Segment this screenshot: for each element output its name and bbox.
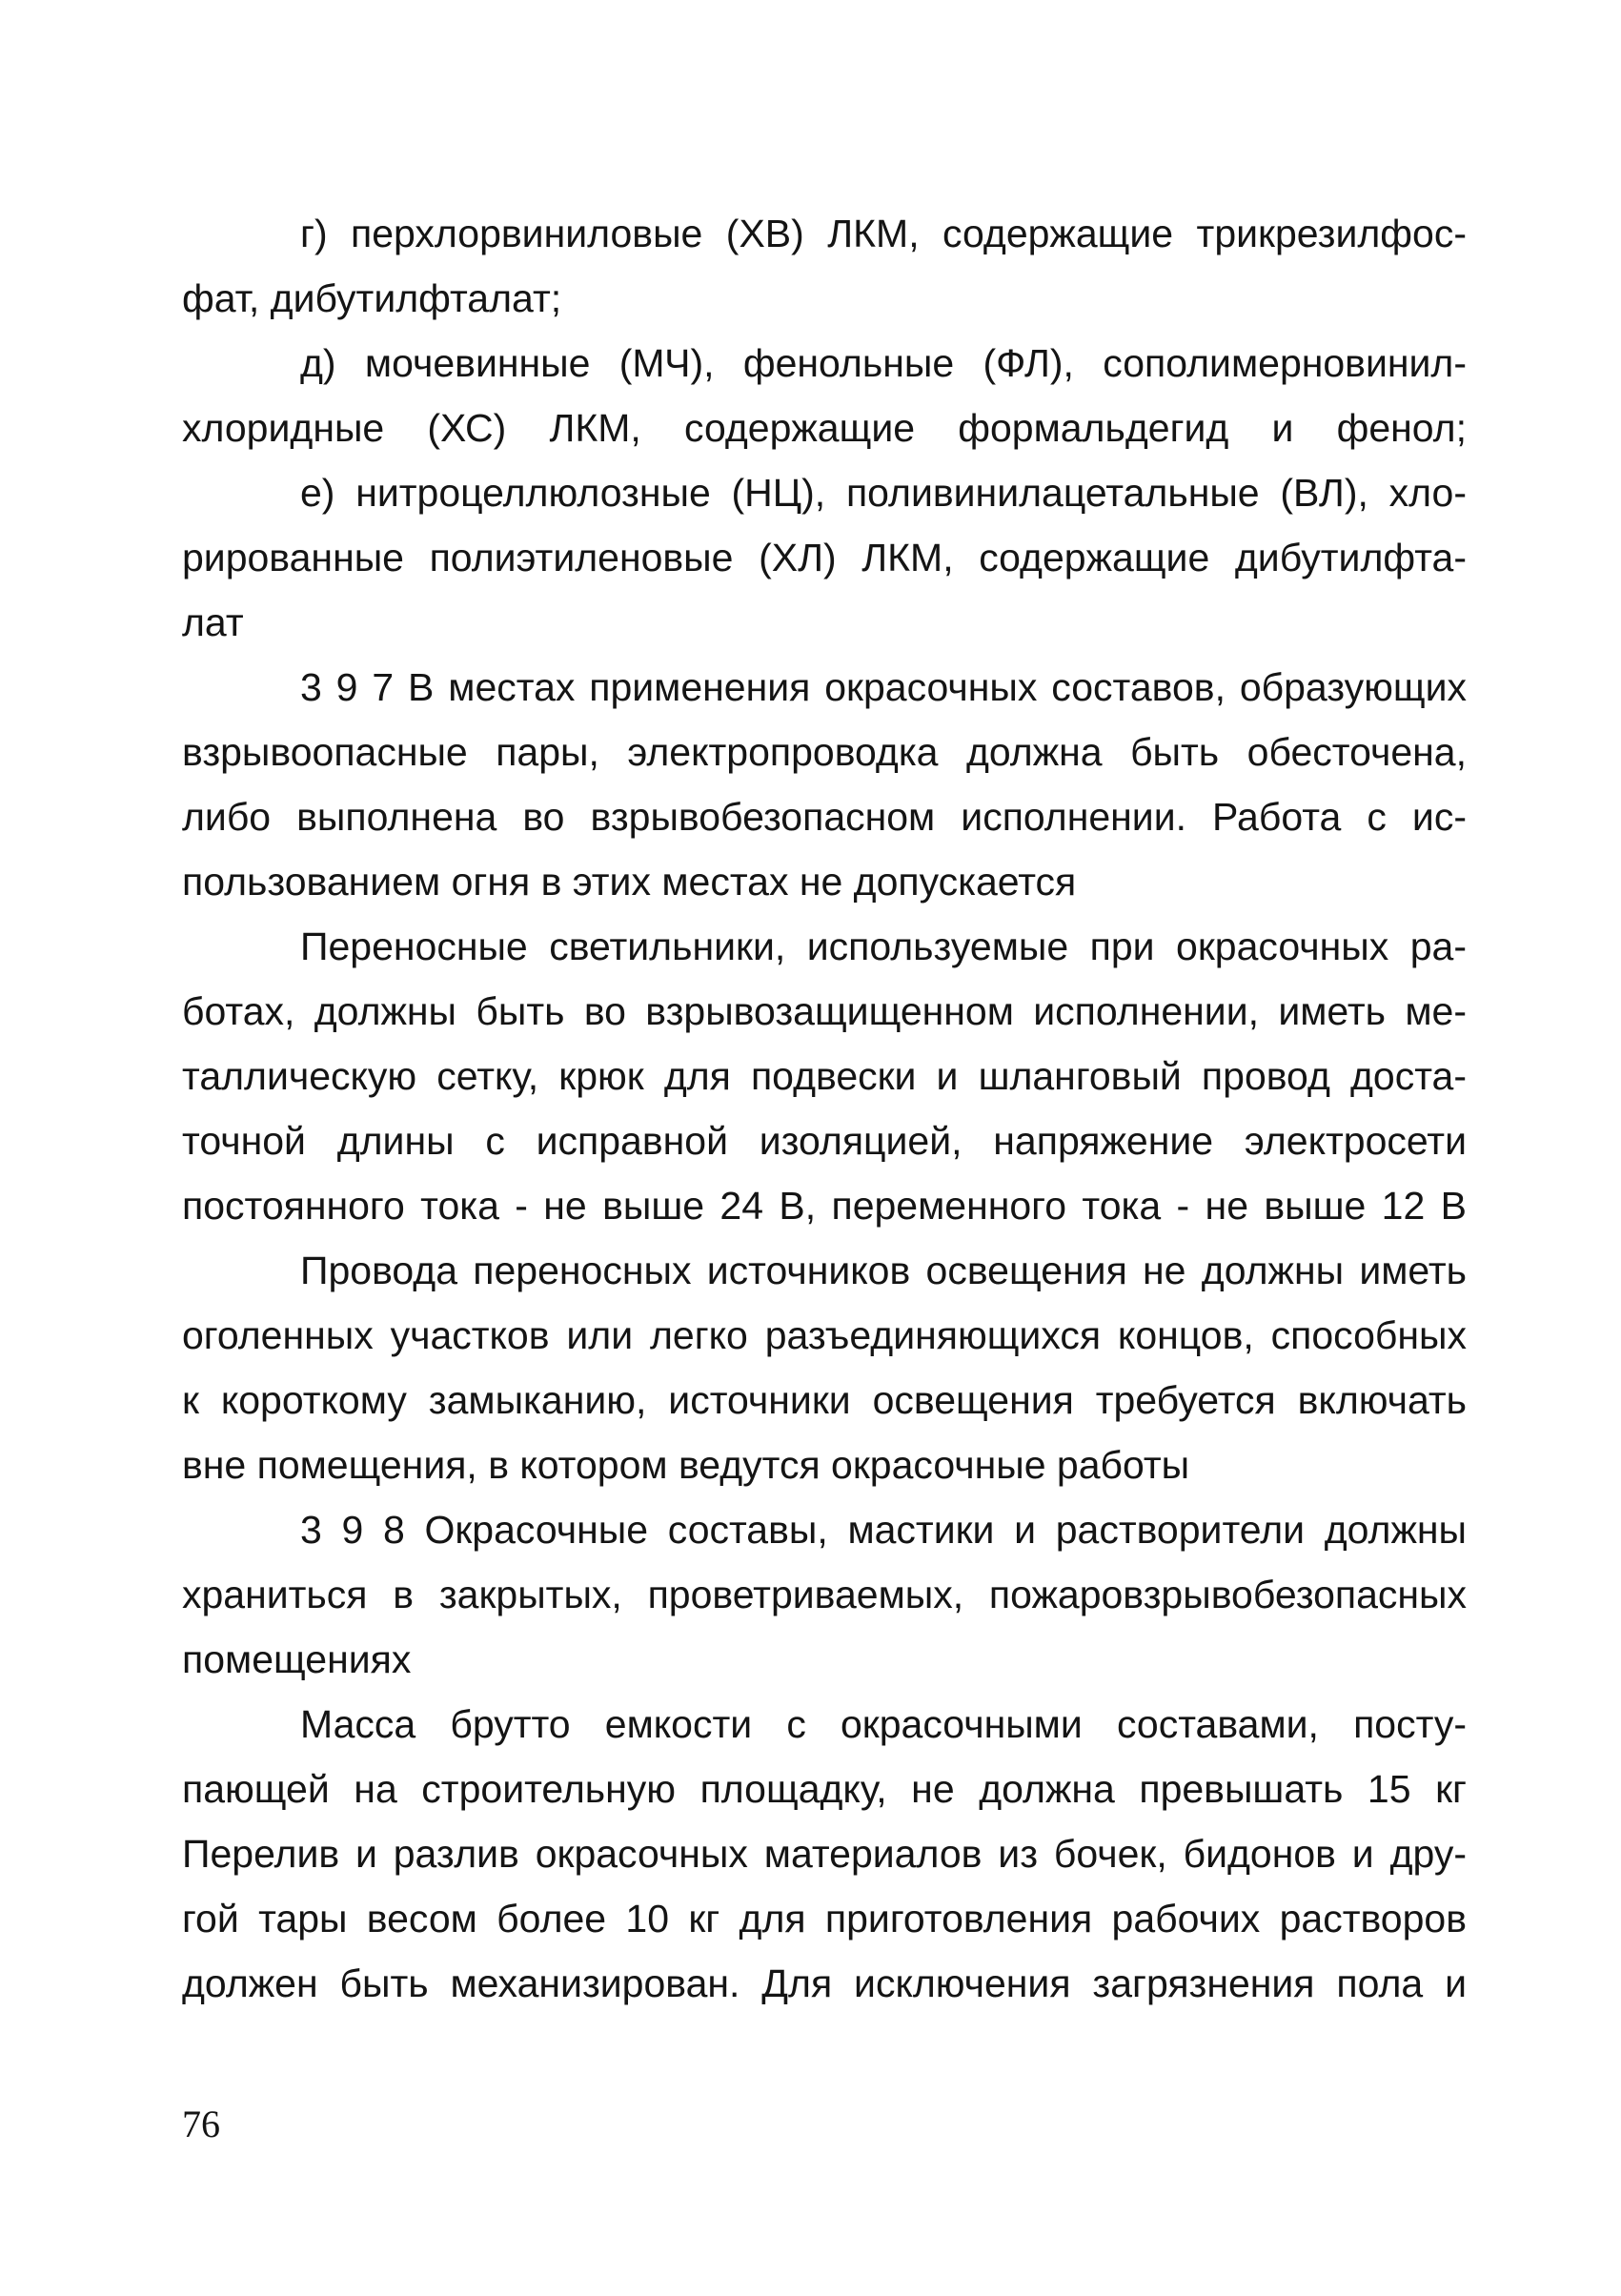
text-line: точной длины с исправной изоляцией, напряжение электросети — [182, 1119, 1467, 1163]
text-line: Масса брутто емкости с окрасочными составами, посту- — [300, 1702, 1467, 1746]
text-line: либо выполнена во взрывобезопасном исполнении. Работа с ис- — [182, 795, 1467, 839]
text-line: лат — [182, 600, 244, 644]
text-line: храниться в закрытых, проветриваемых, пожаровзрывобезопасных — [182, 1573, 1467, 1616]
text-line: 3 9 7 В местах применения окрасочных составов, образующих — [300, 665, 1467, 709]
text-line: таллическую сетку, крюк для подвески и шланговый провод доста- — [182, 1054, 1467, 1098]
text-line: пользованием огня в этих местах не допускается — [182, 860, 1077, 904]
text-line: взрывоопасные пары, электропроводка должна быть обесточена, — [182, 730, 1467, 774]
text-line: д) мочевинные (МЧ), фенольные (ФЛ), сополимерновинил- — [300, 341, 1467, 385]
text-line: хлоридные (ХС) ЛКМ, содержащие формальдегид и фенол; — [182, 406, 1467, 450]
text-line: пающей на строительную площадку, не должна превышать 15 кг — [182, 1767, 1467, 1811]
text-line: Перелив и разлив окрасочных материалов из бочек, бидонов и дру- — [182, 1832, 1467, 1876]
text-line: г) перхлорвиниловые (ХВ) ЛКМ, содержащие трикрезилфос- — [300, 212, 1467, 255]
text-line: вне помещения, в котором ведутся окрасочные работы — [182, 1443, 1190, 1487]
text-line: ботах, должны быть во взрывозащищенном исполнении, иметь ме- — [182, 989, 1467, 1033]
text-line: Провода переносных источников освещения не должны иметь — [300, 1249, 1467, 1292]
text-line: постоянного тока - не выше 24 В, переменного тока - не выше 12 В — [182, 1184, 1467, 1228]
page-number: 76 — [182, 2103, 220, 2145]
text-line: к короткому замыканию, источники освещения требуется включать — [182, 1378, 1467, 1422]
text-line: е) нитроцеллюлозные (НЦ), поливинилацетальные (ВЛ), хло- — [300, 471, 1467, 515]
text-line: гой тары весом более 10 кг для приготовления рабочих растворов — [182, 1897, 1467, 1940]
text-line: Переносные светильники, используемые при окрасочных ра- — [300, 924, 1467, 968]
text-line: помещениях — [182, 1637, 412, 1681]
body-text — [182, 201, 1467, 2016]
text-line: фат, дибутилфталат; — [182, 276, 562, 320]
text-line: оголенных участков или легко разъединяющихся концов, способных — [182, 1313, 1467, 1357]
text-line: рированные полиэтиленовые (ХЛ) ЛКМ, содержащие дибутилфта- — [182, 536, 1467, 579]
text-line: должен быть механизирован. Для исключения загрязнения пола и — [182, 1961, 1467, 2005]
text-line: 3 9 8 Окрасочные составы, мастики и растворители должны — [300, 1508, 1467, 1552]
